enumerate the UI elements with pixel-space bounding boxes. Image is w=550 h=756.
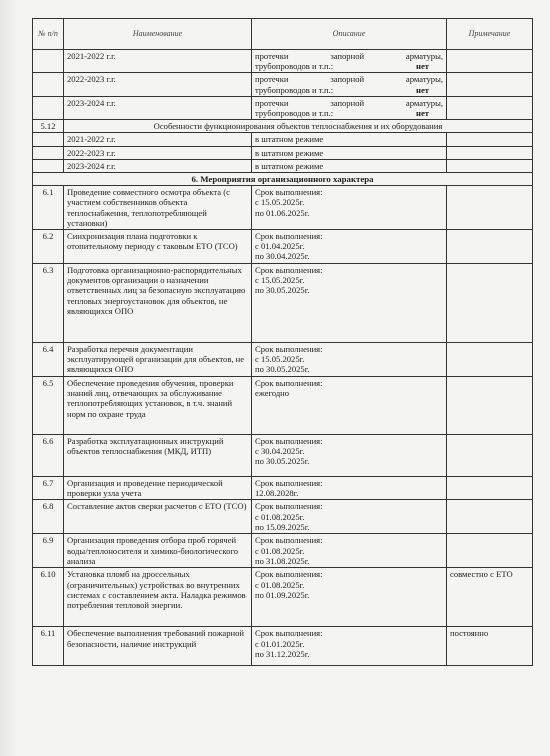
item-term: Срок выполнения: с 30.04.2025г. по 30.05.2025г.	[252, 435, 447, 477]
item-title: Особенности функционирования объектов теплоснабжения и их оборудования	[64, 120, 533, 133]
item-num: 6.7	[33, 477, 64, 500]
item-num: 6.3	[33, 264, 64, 343]
item-note	[447, 230, 533, 264]
table-row	[33, 534, 533, 568]
item-term: Срок выполнения: 12.08.2028г.	[252, 477, 447, 500]
desc-cell: протечки запорной арматуры, трубопроводов и т.п.: нет	[252, 96, 447, 119]
item-name: Обеспечение проведения обучения, проверки знаний лиц, отвечающих за обслуживание теплопотребляющих установок, в т.ч. знаний норм по охране труда	[64, 377, 252, 435]
table-row	[33, 50, 533, 73]
item-term: Срок выполнения: с 01.08.2025г. по 15.09.2025г.	[252, 500, 447, 534]
item-note	[447, 264, 533, 343]
item-num: 6.6	[33, 435, 64, 477]
year-cell: 2022-2023 г.г.	[64, 146, 252, 159]
table-row	[33, 568, 533, 627]
table-row	[33, 377, 533, 435]
table-row	[33, 264, 533, 343]
item-term: Срок выполнения: с 15.05.2025г. по 30.05.2025г.	[252, 264, 447, 343]
scan-edge-shadow	[0, 0, 18, 756]
item-num: 6.1	[33, 186, 64, 230]
year-cell: 2022-2023 г.г.	[64, 73, 252, 96]
year-cell: 2023-2024 г.г.	[64, 96, 252, 119]
table-row	[33, 186, 533, 230]
document-sheet	[32, 18, 532, 666]
item-term: Срок выполнения: с 01.04.2025г. по 30.04.2025г.	[252, 230, 447, 264]
item-note: совместно с ЕТО	[447, 568, 533, 627]
item-name: Проведение совместного осмотра объекта (с участием собственников объекта теплоснабжения, теплопотребляющей установки)	[64, 186, 252, 230]
table-row	[33, 159, 533, 172]
item-name: Установка пломб на дроссельных (ограничительных) устройствах во внутренних системах с составлением акта. Наладка режимов потребления тепловой энергии.	[64, 568, 252, 627]
item-name: Обеспечение выполнения требований пожарной безопасности, наличие инструкций	[64, 627, 252, 666]
table-row	[33, 477, 533, 500]
item-note	[447, 500, 533, 534]
item-num: 6.11	[33, 627, 64, 666]
item-num: 6.2	[33, 230, 64, 264]
table-row	[33, 435, 533, 477]
table-row	[33, 343, 533, 377]
item-num: 6.9	[33, 534, 64, 568]
table-row-5-12	[33, 120, 533, 133]
desc-cell: протечки запорной арматуры, трубопроводов и т.п.: нет	[252, 73, 447, 96]
item-term: Срок выполнения: с 15.05.2025г. по 30.05.2025г.	[252, 343, 447, 377]
item-note	[447, 477, 533, 500]
item-name: Организация проведения отбора проб горячей воды/теплоносителя и химико-биологического анализа	[64, 534, 252, 568]
item-name: Организация и проведение периодической проверки узла учета	[64, 477, 252, 500]
item-num: 6.4	[33, 343, 64, 377]
header-note: Примечание	[447, 19, 533, 50]
item-name: Синхронизация плана подготовки к отопительному периоду с таковым ЕТО (ТСО)	[64, 230, 252, 264]
plan-table	[32, 18, 533, 666]
item-num: 6.10	[33, 568, 64, 627]
header-name: Наименование	[64, 19, 252, 50]
desc-cell: в штатном режиме	[252, 146, 447, 159]
item-note: постоянно	[447, 627, 533, 666]
item-name: Составление актов сверки расчетов с ЕТО (ТСО)	[64, 500, 252, 534]
year-cell: 2023-2024 г.г.	[64, 159, 252, 172]
item-term: Срок выполнения: с 01.08.2025г. по 01.09.2025г.	[252, 568, 447, 627]
item-term: Срок выполнения: с 15.05.2025г. по 01.06.2025г.	[252, 186, 447, 230]
item-note	[447, 534, 533, 568]
table-row	[33, 133, 533, 146]
item-name: Разработка перечня документации эксплуатирующей организации для объектов, не являющихся ОПО	[64, 343, 252, 377]
table-row	[33, 96, 533, 119]
item-term: Срок выполнения: с 01.08.2025г. по 31.08.2025г.	[252, 534, 447, 568]
section-title: 6. Мероприятия организационного характера	[33, 173, 533, 186]
header-num: № п/п	[33, 19, 64, 50]
table-row	[33, 146, 533, 159]
item-term: Срок выполнения: с 01.01.2025г. по 31.12.2025г.	[252, 627, 447, 666]
item-term: Срок выполнения: ежегодно	[252, 377, 447, 435]
item-note	[447, 435, 533, 477]
item-num: 6.5	[33, 377, 64, 435]
item-name: Разработка эксплуатационных инструкций объектов теплоснабжения (МКД, ИТП)	[64, 435, 252, 477]
section-heading-row	[33, 173, 533, 186]
item-num: 5.12	[33, 120, 64, 133]
item-name: Подготовка организационно-распорядительных документов организации о назначении ответственных лиц за безопасную эксплуатацию тепловых энергоустановок для объектов, не являющихся ОПО	[64, 264, 252, 343]
desc-cell: в штатном режиме	[252, 159, 447, 172]
desc-cell: протечки запорной арматуры, трубопроводов и т.п.: нет	[252, 50, 447, 73]
table-row	[33, 500, 533, 534]
header-desc: Описание	[252, 19, 447, 50]
table-row	[33, 230, 533, 264]
year-cell: 2021-2022 г.г.	[64, 133, 252, 146]
table-header-row	[33, 19, 533, 50]
item-note	[447, 186, 533, 230]
table-row	[33, 627, 533, 666]
item-note	[447, 377, 533, 435]
table-row	[33, 73, 533, 96]
year-cell: 2021-2022 г.г.	[64, 50, 252, 73]
item-num: 6.8	[33, 500, 64, 534]
desc-cell: в штатном режиме	[252, 133, 447, 146]
item-note	[447, 343, 533, 377]
